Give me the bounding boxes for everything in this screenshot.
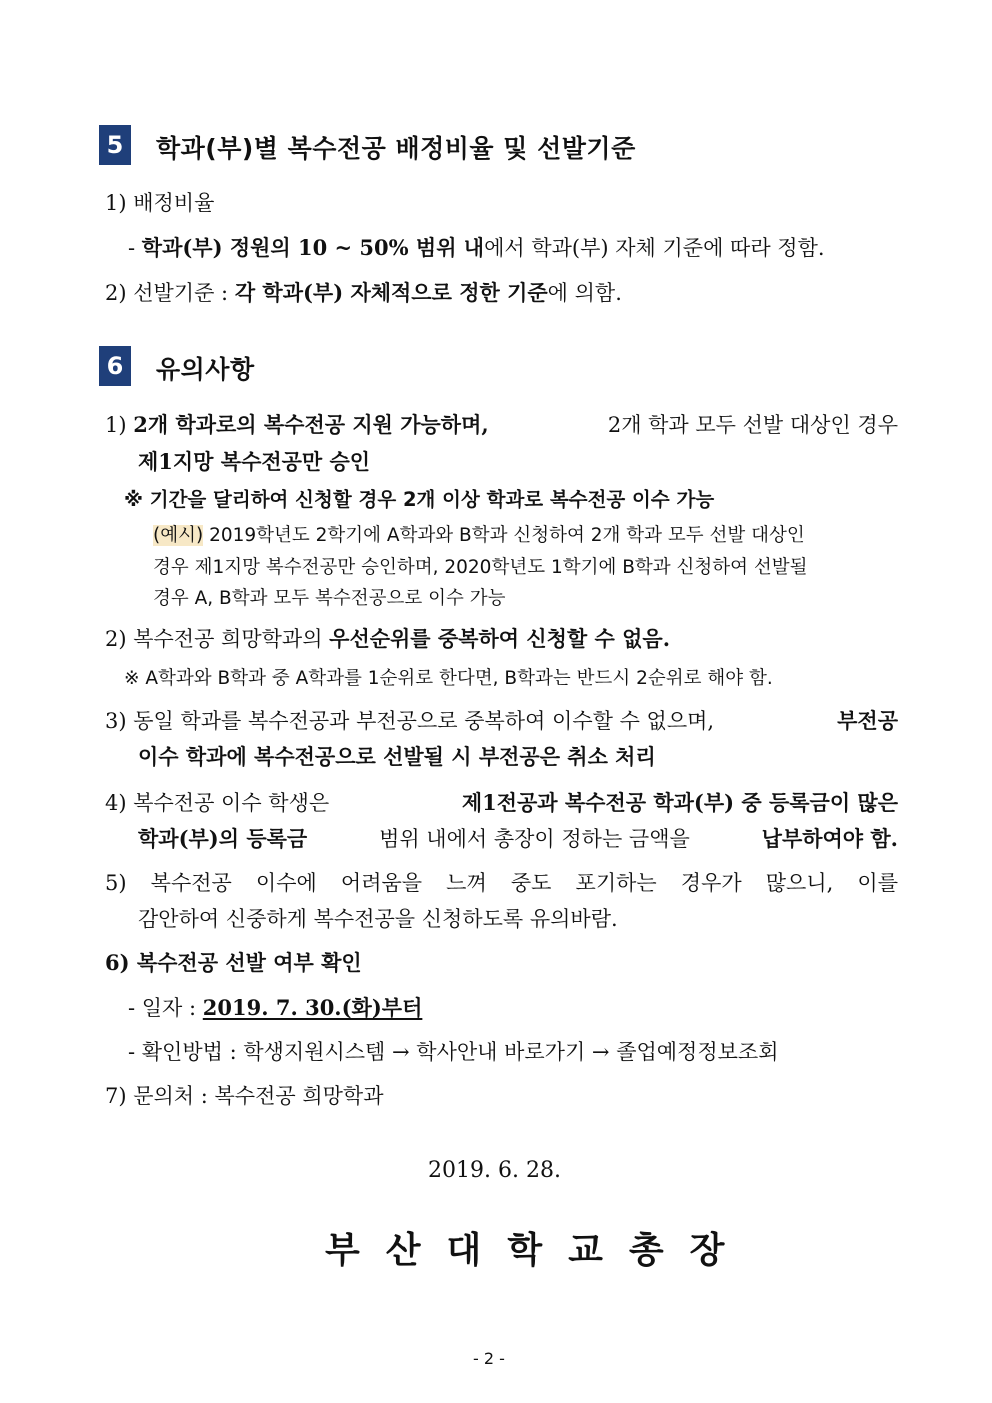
s6-item-4-line-1 [105,788,898,818]
dash: - [128,236,142,260]
s6-item-7: 7) 문의처 : 복수전공 희망학과 [105,1084,384,1108]
document-date: 2019. 6. 28. [428,1158,561,1183]
s5-bold-text: 학과(부) 정원의 10 ~ 50% 범위 내 [141,235,485,260]
item-number: 1) [105,413,134,437]
s5-text: 에서 학과(부) 자체 기준에 따라 정함. [484,236,825,260]
s6-item-2-prefix: 2) 복수전공 희망학과의 [105,627,330,651]
s6-item-6-method: - 확인방법 : 학생지원시스템 → 학사안내 바로가기 → 졸업예정정보조회 [128,1040,779,1064]
s5-item-2 [105,278,622,308]
bold-text: 2개 학과로의 복수전공 지원 가능하며, [133,412,489,437]
s6-item-5-line-2: 감안하여 신중하게 복수전공을 신청하도록 유의바람. [138,907,618,931]
example-label: (예시) [153,525,204,546]
s6-item-2-bold: 우선순위를 중복하여 신청할 수 없음. [329,626,671,651]
s6-item-6-title: 6) 복수전공 선발 여부 확인 [105,950,362,975]
bold-text-2: 납부하여야 함. [761,826,898,851]
section-5-number: 5 [99,125,131,165]
s6-item-6-date [128,993,422,1023]
bold-text: 학과(부)의 등록금 [138,826,308,851]
date-value: 2019. 7. 30.(화)부터 [202,995,423,1020]
example-text: 2019학년도 2학기에 A학과와 B학과 신청하여 2개 학과 모두 선발 대상인 [203,525,805,546]
section-6-title: 유의사항 [156,355,255,384]
text: 4) 복수전공 이수 학생은 [105,791,330,815]
s6-item-1-line-2: 제1지망 복수전공만 승인 [138,449,371,474]
s6-item-1-example-line-2: 경우 제1지망 복수전공만 승인하며, 2020학년도 1학기에 B학과 신청하여 선발될 [153,557,808,578]
page-number: - 2 - [473,1349,505,1368]
s5-item-2-bold: 각 학과(부) 자체적으로 정한 기준 [234,280,548,305]
date-label: - 일자 : [128,996,203,1020]
text: 2개 학과 모두 선발 대상인 경우 [607,413,898,437]
s5-item-1: 1) 배정비율 [105,191,215,215]
s6-item-1-note: ※ 기간을 달리하여 신청할 경우 2개 이상 학과로 복수전공 이수 가능 [124,488,715,511]
s6-item-1-example-line-1 [153,523,805,549]
s5-item-2-rest: 에 의함. [547,281,622,305]
s6-item-2 [105,624,670,654]
s6-item-1-left [105,410,489,440]
bold-text: 제1전공과 복수전공 학과(부) 중 등록금이 많은 [461,790,898,815]
bold-text: 부전공 [837,708,898,733]
s6-item-5-line-1: 5) 복수전공 이수에 어려움을 느껴 중도 포기하는 경우가 많으니, 이를 [105,871,898,895]
s6-item-2-note: ※ A학과와 B학과 중 A학과를 1순위로 한다면, B학과는 반드시 2순위로 해야 함. [124,668,773,689]
signer: 부산대학교총장 [325,1229,751,1271]
s5-item-2-prefix: 2) 선발기준 : [105,281,235,305]
s5-item-1-sub [128,233,825,263]
text: 3) 동일 학과를 복수전공과 부전공으로 중복하여 이수할 수 없으며, [105,709,715,733]
section-5-title: 학과(부)별 복수전공 배정비율 및 선발기준 [156,134,636,163]
text: 범위 내에서 총장이 정하는 금액을 [379,827,690,851]
s6-item-1-line-1 [105,410,898,440]
s6-item-4-line-2 [138,824,898,854]
section-6-number: 6 [99,346,131,386]
s6-item-3-line-1 [105,706,898,736]
s6-item-1-example-line-3: 경우 A, B학과 모두 복수전공으로 이수 가능 [153,588,506,609]
s6-item-3-line-2: 이수 학과에 복수전공으로 선발될 시 부전공은 취소 처리 [138,744,656,769]
